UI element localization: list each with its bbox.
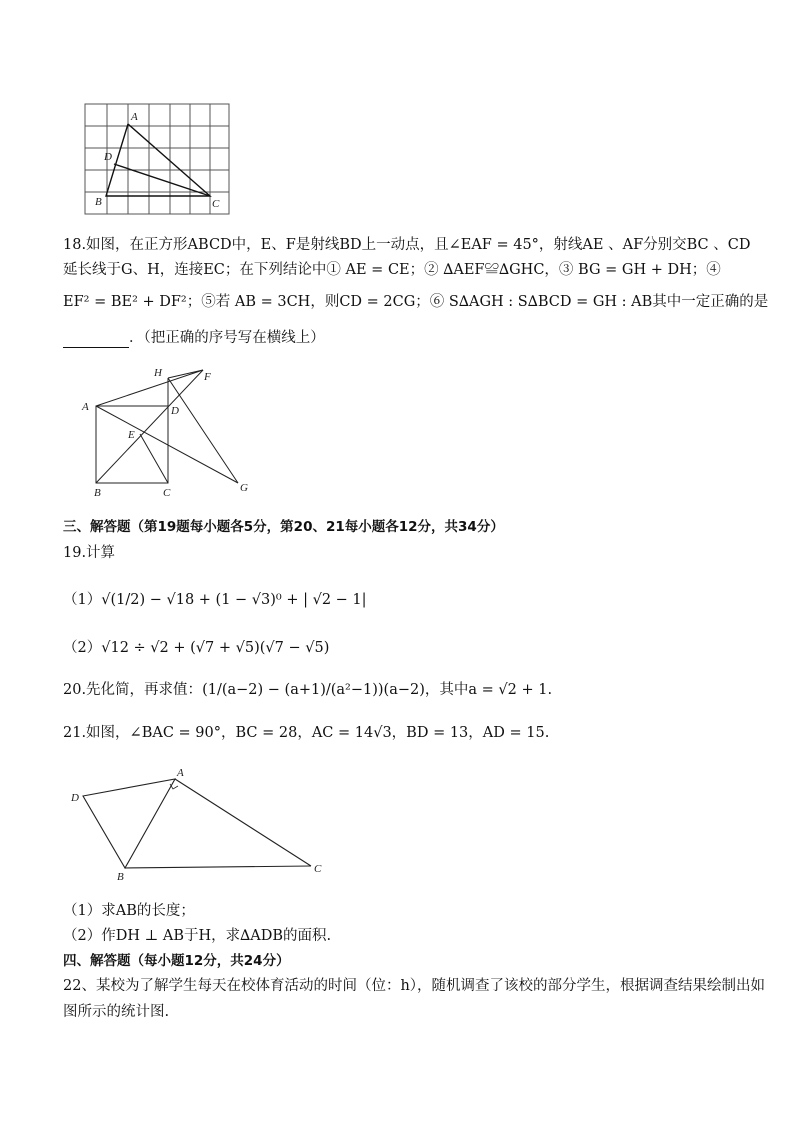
- q21-part2: （2）作DH ⊥ AB于H，求∆ADB的面积.: [63, 928, 332, 944]
- q22-line2: 图所示的统计图.: [63, 1004, 170, 1020]
- q21-text: 21.如图，∠BAC = 90°，BC = 28，AC = 14√3，BD = 13，AD = 15.: [63, 725, 550, 741]
- q18-line4: ．（把正确的序号写在横线上）: [63, 328, 325, 348]
- q18-line1: 18.如图，在正方形ABCD中，E、F是射线BD上一动点，且∠EAF = 45°，射线AE 、AF分别交BC 、CD: [63, 237, 751, 253]
- svg-text:A: A: [177, 767, 184, 779]
- svg-text:G: G: [240, 482, 248, 494]
- q22-line1: 22、某校为了解学生每天在校体育活动的时间（位：h），随机调查了该校的部分学生，根据调查结果绘制出如: [63, 978, 766, 994]
- svg-text:D: D: [71, 792, 79, 804]
- svg-text:E: E: [128, 429, 135, 441]
- svg-text:B: B: [117, 871, 124, 883]
- svg-text:C: C: [314, 863, 322, 875]
- grid-triangle-figure: [82, 100, 232, 220]
- svg-text:B: B: [94, 487, 101, 499]
- section3-heading: 三、解答题（第19题每小题各5分，第20、21每小题各12分，共34分）: [63, 519, 504, 535]
- q21-part1: （1）求AB的长度；: [63, 903, 195, 919]
- svg-text:D: D: [104, 151, 112, 163]
- svg-text:A: A: [131, 111, 138, 123]
- q20: 20.先化简，再求值：(1/(a−2) − (a+1)/(a²−1))(a−2)，其中a = √2 + 1.: [63, 682, 553, 698]
- svg-text:B: B: [95, 196, 102, 208]
- svg-text:H: H: [154, 367, 162, 379]
- q18-line2: 延长线于G、H，连接EC；在下列结论中① AE = CE；② ∆AEF≌∆GHC，③ BG = GH + DH；④: [63, 262, 721, 278]
- q18-line3: EF² = BE² + DF²；⑤若 AB = 3CH，则CD = 2CG；⑥ S∆AGH : S∆BCD = GH : AB其中一定正确的是: [63, 294, 769, 310]
- svg-text:C: C: [163, 487, 171, 499]
- svg-text:C: C: [212, 198, 220, 210]
- quadrilateral-figure: [65, 762, 340, 887]
- svg-text:D: D: [171, 405, 179, 417]
- square-figure: [78, 362, 263, 502]
- q19-part2: （2）√12 ÷ √2 + (√7 + √5)(√7 − √5): [63, 640, 330, 656]
- answer-blank[interactable]: [63, 333, 129, 348]
- q19-part1: （1）√(1/2) − √18 + (1 − √3)⁰ + | √2 − 1|: [63, 592, 367, 608]
- section4-heading: 四、解答题（每小题12分，共24分）: [63, 953, 290, 969]
- svg-text:F: F: [204, 371, 211, 383]
- q19-title: 19.计算: [63, 545, 116, 561]
- svg-text:A: A: [82, 401, 89, 413]
